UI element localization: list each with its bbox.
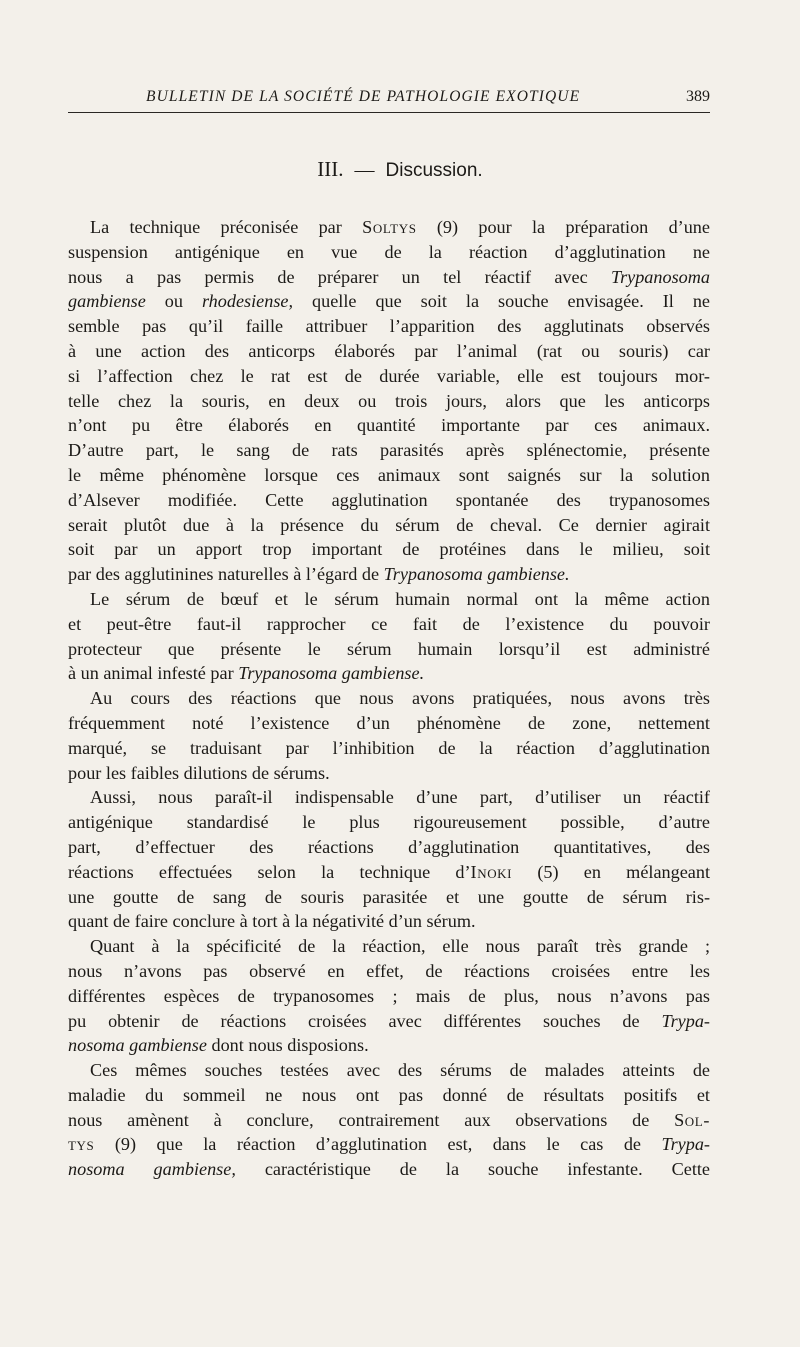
text-line	[68, 1058, 710, 1083]
text-segment: à un animal infesté par	[68, 663, 239, 684]
text-line	[68, 835, 710, 860]
text-line	[68, 215, 710, 240]
text-line	[68, 810, 710, 835]
text-segment: Quant à la spécificité de la réaction, elle nous paraît très grande ;	[90, 936, 710, 957]
text-segment: et peut-être faut-il rapprocher ce fait de l’existence du pouvoir	[68, 613, 710, 634]
text-segment: suspension antigénique en vue de la réaction d’agglutination ne	[68, 241, 710, 262]
text-line	[68, 1009, 710, 1034]
text-line	[68, 463, 710, 488]
text-segment: à une action des anticorps élaborés par l’animal (rat ou souris) car	[68, 340, 710, 361]
running-title: BULLETIN DE LA SOCIÉTÉ DE PATHOLOGIE EXOTIQUE	[146, 88, 581, 105]
species-name: Trypanosoma gambiense.	[238, 663, 425, 684]
text-segment: quant de faire conclure à tort à la négativité d’un sérum.	[68, 911, 476, 932]
species-name: nosoma gambiense	[68, 1035, 207, 1056]
page-number: 389	[686, 88, 710, 105]
text-segment: par des agglutinines naturelles à l’égard de	[68, 564, 384, 585]
text-segment: réactions effectuées selon la technique d’	[68, 861, 471, 882]
species-name: Trypa-	[661, 1134, 710, 1155]
text-segment: Le sérum de bœuf et le sérum humain normal ont la même action	[90, 588, 710, 609]
text-segment: si l’affection chez le rat est de durée variable, elle est toujours mor-	[68, 365, 710, 386]
text-segment: n’ont pu être élaborés en quantité importante par ces animaux.	[68, 415, 710, 436]
text-segment: caractéristique de la souche infestante. Cette	[235, 1159, 711, 1180]
text-line	[68, 1132, 710, 1157]
text-line	[68, 885, 710, 910]
section-heading	[0, 157, 800, 182]
species-name: Trypanosoma gambiense.	[383, 564, 570, 585]
text-segment: protecteur que présente le sérum humain lorsqu’il est administré	[68, 638, 710, 659]
text-segment: (9) que la réaction d’agglutination est, dans le cas de	[94, 1134, 662, 1155]
text-line	[68, 289, 710, 314]
text-segment: D’autre part, le sang de rats parasités après splénectomie, présente	[68, 440, 710, 461]
section-title: Discussion.	[385, 160, 483, 181]
species-name: Trypa-	[661, 1010, 710, 1031]
section-number: III.	[317, 157, 344, 181]
text-segment: antigénique standardisé le plus rigoureusement possible, d’autre	[68, 812, 710, 833]
section-dash: —	[354, 159, 375, 181]
text-segment: nous a pas permis de préparer un tel réactif avec	[68, 266, 611, 287]
text-segment: dont nous disposions.	[206, 1035, 369, 1056]
text-line	[68, 612, 710, 637]
text-line	[68, 1157, 710, 1182]
text-line	[68, 339, 710, 364]
text-segment: Au cours des réactions que nous avons pratiquées, nous avons très	[90, 688, 710, 709]
text-segment: part, d’effectuer des réactions d’agglutination quantitatives, des	[68, 836, 710, 857]
text-line	[68, 637, 710, 662]
text-segment: maladie du sommeil ne nous ont pas donné de résultats positifs et	[68, 1084, 710, 1105]
text-line	[68, 562, 710, 587]
text-line	[68, 785, 710, 810]
text-segment: (9) pour la préparation d’une	[416, 217, 710, 237]
text-segment: serait plutôt due à la présence du sérum de cheval. Ce dernier agirait	[68, 514, 710, 535]
text-line	[68, 537, 710, 562]
text-segment: La technique préconisée par	[90, 217, 363, 237]
text-segment: nous amènent à conclure, contrairement aux observations de	[68, 1109, 675, 1130]
text-line	[68, 587, 710, 612]
text-line	[68, 513, 710, 538]
text-segment: Ces mêmes souches testées avec des sérums de malades atteints de	[90, 1060, 710, 1081]
author-name: tys	[68, 1134, 95, 1155]
text-line	[68, 364, 710, 389]
text-segment: ou	[145, 291, 202, 312]
species-name: gambiense	[68, 291, 146, 312]
text-line	[68, 1033, 710, 1058]
author-name: Inoki	[470, 861, 513, 882]
text-segment: (5) en mélangeant	[512, 861, 710, 882]
text-segment: semble pas qu’il faille attribuer l’apparition des agglutinats observés	[68, 316, 710, 337]
text-line	[68, 1083, 710, 1108]
text-line	[68, 389, 710, 414]
text-line	[68, 736, 710, 761]
text-line	[68, 686, 710, 711]
text-line	[68, 711, 710, 736]
text-segment: une goutte de sang de souris parasitée et une goutte de sérum ris-	[68, 886, 710, 907]
text-line	[68, 413, 710, 438]
text-line	[68, 438, 710, 463]
body-text	[68, 215, 710, 1182]
text-line	[68, 984, 710, 1009]
text-segment: différentes espèces de trypanosomes ; mais de plus, nous n’avons pas	[68, 985, 710, 1006]
text-line	[68, 265, 710, 290]
species-name: Trypanosoma	[610, 266, 710, 287]
species-name: rhodesiense,	[201, 291, 294, 312]
text-line	[68, 860, 710, 885]
text-line	[68, 1108, 710, 1133]
text-segment: quelle que soit la souche envisagée. Il ne	[293, 291, 710, 312]
text-line	[68, 909, 710, 934]
text-segment: pu obtenir de réactions croisées avec différentes souches de	[68, 1010, 662, 1031]
text-line	[68, 934, 710, 959]
text-segment: pour les faibles dilutions de sérums.	[68, 762, 330, 783]
text-segment: telle chez la souris, en deux ou trois jours, alors que les anticorps	[68, 390, 710, 411]
species-name: nosoma gambiense,	[68, 1159, 236, 1180]
text-segment: soit par un apport trop important de protéines dans le milieu, soit	[68, 539, 710, 560]
text-segment: le même phénomène lorsque ces animaux sont saignés sur la solution	[68, 464, 710, 485]
text-segment: marqué, se traduisant par l’inhibition de la réaction d’agglutination	[68, 737, 710, 758]
text-line	[68, 314, 710, 339]
text-segment: nous n’avons pas observé en effet, de réactions croisées entre les	[68, 960, 710, 981]
text-line	[68, 240, 710, 265]
text-segment: fréquemment noté l’existence d’un phénomène de zone, nettement	[68, 712, 710, 733]
author-name: Sol-	[674, 1109, 710, 1130]
text-line	[68, 761, 710, 786]
text-segment: d’Alsever modifiée. Cette agglutination spontanée des trypanosomes	[68, 489, 710, 510]
author-name: Soltys	[362, 217, 417, 237]
text-segment: Aussi, nous paraît-il indispensable d’une part, d’utiliser un réactif	[90, 787, 710, 808]
running-header	[68, 84, 710, 113]
text-line	[68, 488, 710, 513]
text-line	[68, 959, 710, 984]
text-line	[68, 661, 710, 686]
